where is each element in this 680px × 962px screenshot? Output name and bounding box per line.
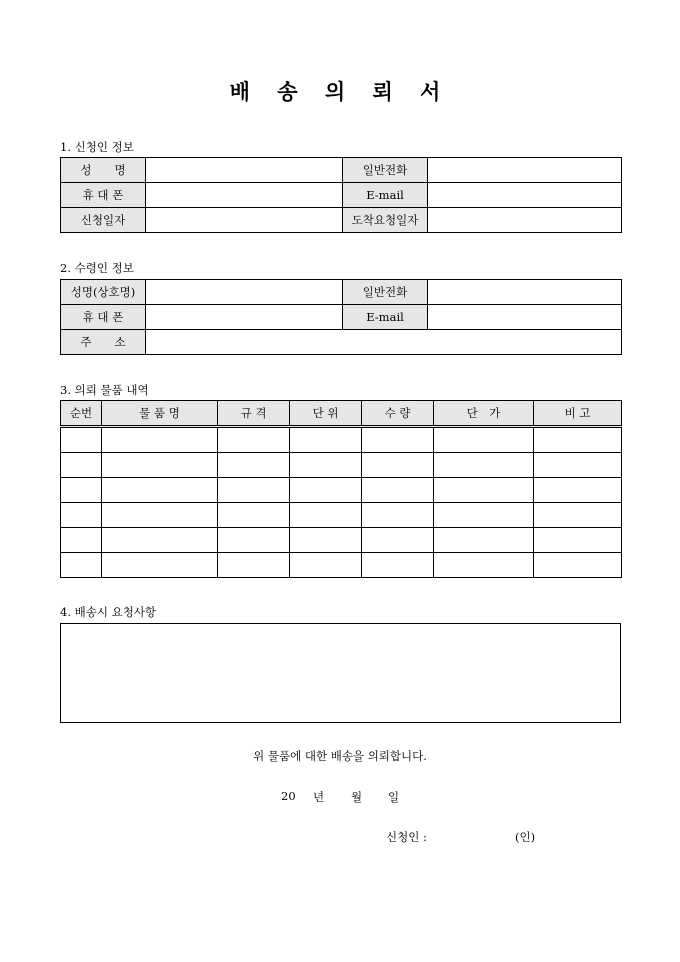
date-year-unit: 년 xyxy=(313,790,325,804)
date-month-unit: 월 xyxy=(351,790,363,804)
table-cell[interactable] xyxy=(290,503,362,528)
table-cell[interactable] xyxy=(434,528,534,553)
items-table xyxy=(60,400,622,578)
table-cell[interactable] xyxy=(218,427,290,453)
table-cell[interactable] xyxy=(534,553,622,578)
arrival-date-label: 도착요청일자 xyxy=(343,208,428,233)
table-row xyxy=(61,478,622,503)
recipient-email-label: E-mail xyxy=(343,305,428,330)
items-header-spec: 규 격 xyxy=(218,401,290,427)
table-cell[interactable] xyxy=(290,478,362,503)
recipient-mobile-field[interactable] xyxy=(146,305,343,330)
table-cell[interactable] xyxy=(362,528,434,553)
table-cell[interactable] xyxy=(61,528,102,553)
table-row xyxy=(61,453,622,478)
table-cell[interactable] xyxy=(362,478,434,503)
items-header-note: 비 고 xyxy=(534,401,622,427)
table-cell[interactable] xyxy=(290,453,362,478)
applicant-phone-field[interactable] xyxy=(428,158,622,183)
applicant-email-label: E-mail xyxy=(343,183,428,208)
table-cell[interactable] xyxy=(218,478,290,503)
table-row xyxy=(61,427,622,453)
table-cell[interactable] xyxy=(290,427,362,453)
table-cell[interactable] xyxy=(102,427,218,453)
date-year: 20 xyxy=(281,789,296,803)
recipient-name-field[interactable] xyxy=(146,280,343,305)
table-cell[interactable] xyxy=(102,453,218,478)
delivery-request-textarea[interactable] xyxy=(60,623,621,723)
section-items-title: 3. 의뢰 물품 내역 xyxy=(60,383,149,397)
recipient-phone-label: 일반전화 xyxy=(343,280,428,305)
applicant-name-field[interactable] xyxy=(146,158,343,183)
recipient-address-field[interactable] xyxy=(146,330,622,355)
items-header-unit: 단 위 xyxy=(290,401,362,427)
table-cell[interactable] xyxy=(102,528,218,553)
recipient-mobile-label: 휴 대 폰 xyxy=(61,305,146,330)
table-cell[interactable] xyxy=(218,528,290,553)
document-title: 배 송 의 뢰 서 xyxy=(229,79,451,104)
table-cell[interactable] xyxy=(362,427,434,453)
request-statement: 위 물품에 대한 배송을 의뢰합니다. xyxy=(253,749,427,763)
applicant-signature-label: 신청인 : xyxy=(386,830,427,844)
table-cell[interactable] xyxy=(362,503,434,528)
applicant-mobile-field[interactable] xyxy=(146,183,343,208)
table-cell[interactable] xyxy=(61,427,102,453)
section-request-title: 4. 배송시 요청사항 xyxy=(60,605,157,619)
section-applicant-title: 1. 신청인 정보 xyxy=(60,140,134,154)
date-day-unit: 일 xyxy=(388,790,400,804)
table-cell[interactable] xyxy=(434,503,534,528)
table-cell[interactable] xyxy=(102,478,218,503)
applicant-phone-label: 일반전화 xyxy=(343,158,428,183)
seal-mark: (인) xyxy=(515,830,536,844)
table-cell[interactable] xyxy=(534,503,622,528)
table-cell[interactable] xyxy=(434,427,534,453)
applicant-email-field[interactable] xyxy=(428,183,622,208)
table-cell[interactable] xyxy=(534,427,622,453)
table-cell[interactable] xyxy=(61,503,102,528)
table-cell[interactable] xyxy=(534,528,622,553)
table-row xyxy=(61,503,622,528)
table-cell[interactable] xyxy=(102,553,218,578)
applicant-mobile-label: 휴 대 폰 xyxy=(61,183,146,208)
table-row xyxy=(61,553,622,578)
table-cell[interactable] xyxy=(102,503,218,528)
table-row xyxy=(61,528,622,553)
items-header-price: 단 가 xyxy=(434,401,534,427)
table-cell[interactable] xyxy=(434,453,534,478)
applicant-name-label: 성 명 xyxy=(61,158,146,183)
table-cell[interactable] xyxy=(434,553,534,578)
table-cell[interactable] xyxy=(218,453,290,478)
items-header-name: 물 품 명 xyxy=(102,401,218,427)
items-header-no: 순번 xyxy=(61,401,102,427)
table-cell[interactable] xyxy=(362,553,434,578)
table-cell[interactable] xyxy=(61,478,102,503)
table-cell[interactable] xyxy=(61,553,102,578)
table-cell[interactable] xyxy=(362,453,434,478)
table-cell[interactable] xyxy=(434,478,534,503)
applicant-table xyxy=(60,157,622,233)
section-recipient-title: 2. 수령인 정보 xyxy=(60,261,134,275)
applicant-date-label: 신청일자 xyxy=(61,208,146,233)
table-cell[interactable] xyxy=(218,553,290,578)
items-header-qty: 수 량 xyxy=(362,401,434,427)
table-cell[interactable] xyxy=(61,453,102,478)
table-cell[interactable] xyxy=(290,553,362,578)
table-cell[interactable] xyxy=(534,453,622,478)
recipient-email-field[interactable] xyxy=(428,305,622,330)
table-cell[interactable] xyxy=(534,478,622,503)
recipient-name-label: 성명(상호명) xyxy=(61,280,146,305)
table-cell[interactable] xyxy=(290,528,362,553)
applicant-date-field[interactable] xyxy=(146,208,343,233)
arrival-date-field[interactable] xyxy=(428,208,622,233)
recipient-phone-field[interactable] xyxy=(428,280,622,305)
recipient-table xyxy=(60,279,622,355)
table-cell[interactable] xyxy=(218,503,290,528)
recipient-address-label: 주 소 xyxy=(61,330,146,355)
